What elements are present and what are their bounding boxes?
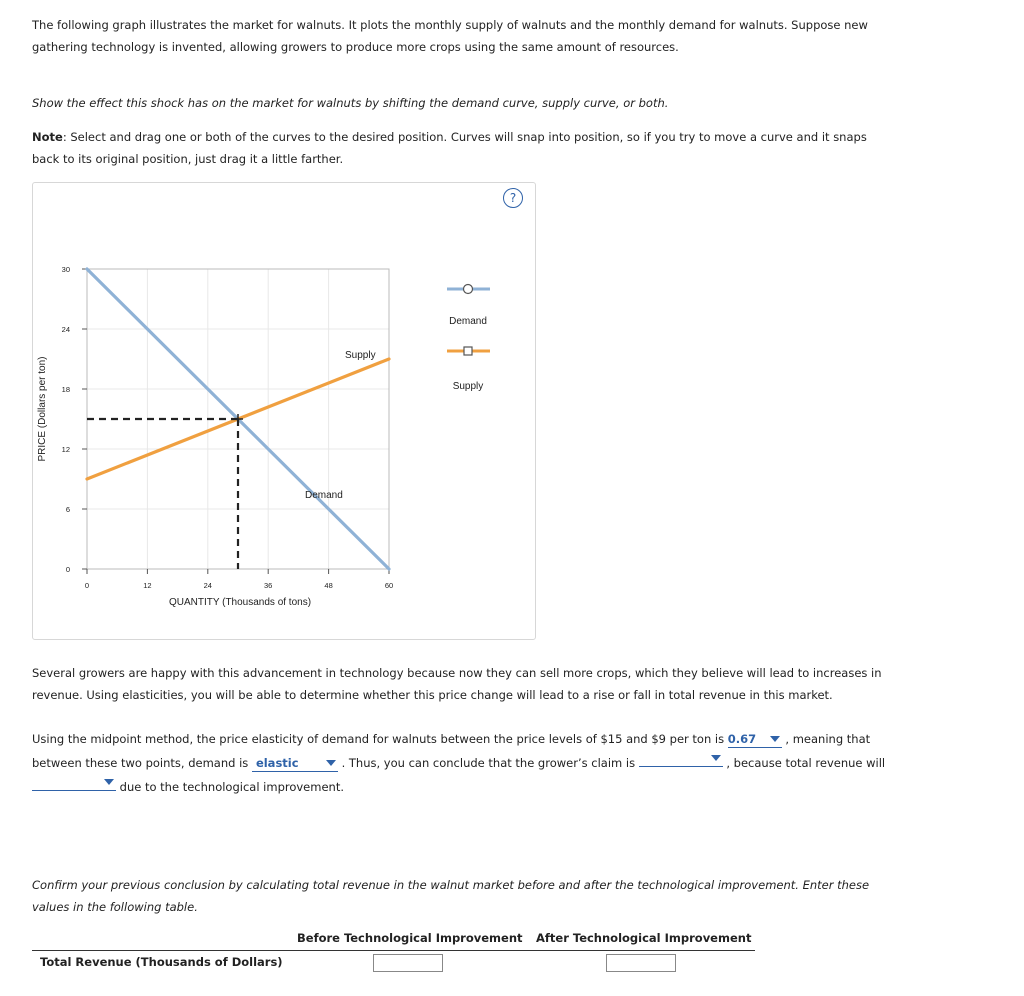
- q1-text-1: Using the midpoint method, the price elasticity of demand for walnuts between the price levels of $15 and $9 per ton is: [32, 732, 725, 746]
- revenue-dropdown[interactable]: [32, 774, 116, 791]
- demand-curve-label: Demand: [305, 490, 343, 501]
- y-tick-label: 24: [61, 325, 70, 334]
- x-tick-label: 12: [143, 581, 152, 590]
- note-label: Note: [32, 130, 63, 144]
- q1-text-5: , because total revenue will: [726, 756, 886, 770]
- y-tick-label: 12: [61, 445, 70, 454]
- x-axis-label: QUANTITY (Thousands of tons): [168, 597, 312, 608]
- q1-text-3: between these two points, demand is: [32, 756, 249, 770]
- elasticity-question: [32, 728, 892, 798]
- note-body: : Select and drag one or both of the curves to the desired position. Curves will snap into position, so if you try to move a curve and it snaps back to its original position, just drag it a little farther.: [32, 130, 867, 166]
- y-tick-label: 30: [61, 265, 70, 274]
- intro-text: The following graph illustrates the market for walnuts. It plots the monthly supply of walnuts and the monthly demand for walnuts. Suppose new gathering technology is invented, allowing growers to produce more crops using the same amount of resources.: [32, 18, 868, 54]
- graph-svg: [33, 183, 535, 639]
- x-tick-label: 36: [264, 581, 273, 590]
- y-tick-label: 6: [65, 505, 70, 514]
- x-tick-label: 24: [203, 581, 212, 590]
- q1-text-6: due to the technological improvement.: [119, 780, 344, 794]
- help-icon[interactable]: ?: [503, 188, 523, 208]
- legend-demand-label: Demand: [449, 316, 487, 327]
- table-divider: [32, 950, 755, 951]
- x-tick-label: 48: [324, 581, 333, 590]
- table-header-after: After Technological Improvement: [536, 931, 752, 945]
- revenue-before-input[interactable]: [373, 954, 443, 972]
- supply-curve-label: Supply: [345, 350, 376, 361]
- chevron-down-icon: [104, 779, 114, 785]
- y-axis-label: PRICE (Dollars per ton): [37, 356, 48, 462]
- confirm-text: Confirm your previous conclusion by calculating total revenue in the walnut market before and after the technological improvement. Enter these values in the following table.: [32, 878, 870, 914]
- legend-demand-tool[interactable]: [447, 285, 490, 294]
- note-text: [32, 126, 892, 170]
- legend-supply-tool[interactable]: [447, 347, 490, 355]
- x-tick-label: 60: [384, 581, 394, 590]
- x-tick-label: 0: [84, 581, 90, 590]
- y-tick-label: 0: [65, 565, 70, 574]
- graph-panel: [32, 182, 536, 640]
- table-header-before: Before Technological Improvement: [297, 931, 523, 945]
- legend-supply-label: Supply: [452, 381, 484, 392]
- chevron-down-icon: [711, 755, 721, 761]
- demand-type-dropdown[interactable]: elastic: [252, 755, 338, 772]
- chevron-down-icon: [326, 760, 336, 766]
- elasticity-dropdown[interactable]: 0.67: [728, 731, 782, 748]
- q1-text-2: , meaning that: [785, 732, 871, 746]
- table-row-label: Total Revenue (Thousands of Dollars): [40, 955, 283, 969]
- paragraph-revenue: Several growers are happy with this advancement in technology because now they can sell more crops, which they believe will lead to increases in revenue. Using elasticities, you will be able to determine whether this price change will lead to a rise or fall in total revenue in this market.: [32, 666, 882, 702]
- chevron-down-icon: [770, 736, 780, 742]
- q1-text-4: . Thus, you can conclude that the grower’s claim is: [341, 756, 636, 770]
- instruction-text: Show the effect this shock has on the market for walnuts by shifting the demand curve, supply curve, or both.: [32, 96, 669, 110]
- claim-dropdown[interactable]: [639, 750, 723, 767]
- y-tick-label: 18: [61, 385, 70, 394]
- revenue-after-input[interactable]: [606, 954, 676, 972]
